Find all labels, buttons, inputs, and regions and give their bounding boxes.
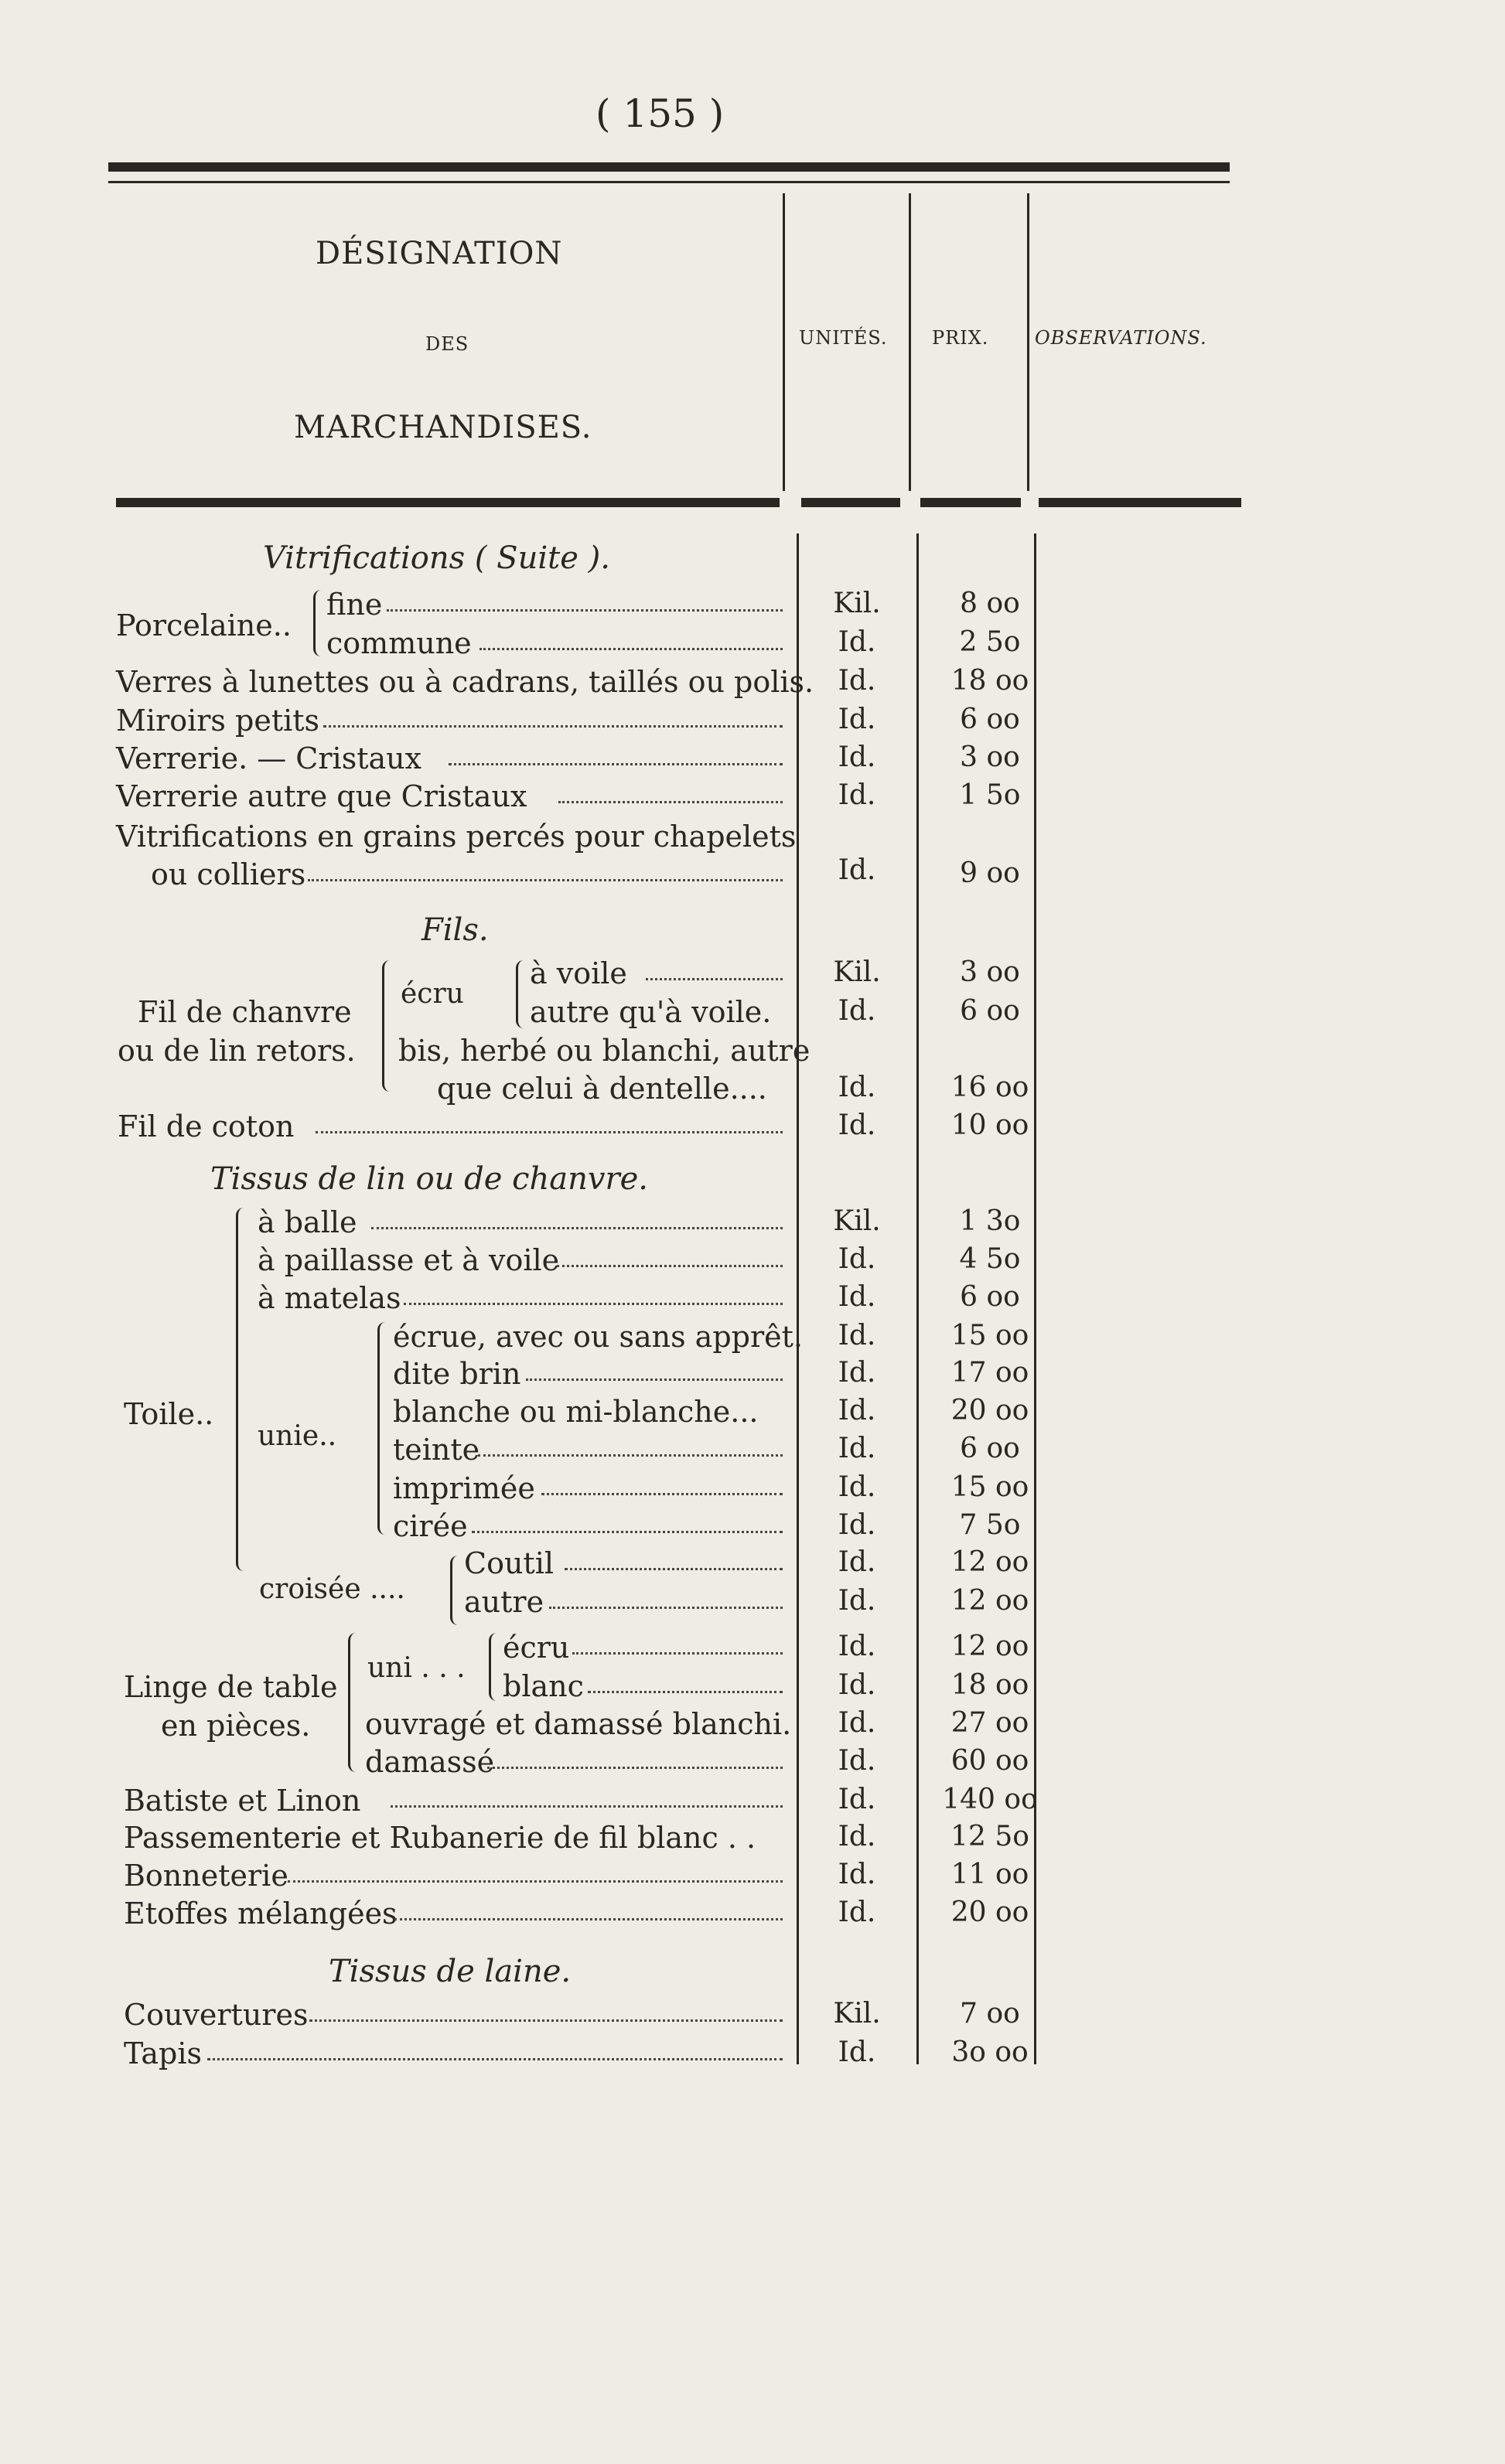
price-cell: 12 oo	[950, 1585, 1029, 1617]
price-cell: 140 oo	[942, 1784, 1038, 1815]
unit-cell: Id.	[838, 1072, 876, 1103]
unit-cell: Id.	[838, 704, 876, 735]
row-label: damassé	[365, 1745, 495, 1779]
group-toile: Toile..	[124, 1397, 214, 1431]
unit-cell: Id.	[838, 854, 876, 886]
brace-fil-chanvre	[382, 960, 394, 1092]
row-label: autre qu'à voile.	[530, 995, 772, 1029]
row-label: Passementerie et Rubanerie de fil blanc . .	[124, 1821, 756, 1855]
row-label: Tapis	[124, 2036, 203, 2070]
row-label: Fil de coton	[118, 1109, 295, 1143]
header-bottom-rule-2	[801, 498, 900, 507]
price-cell: 18 oo	[950, 665, 1029, 697]
unit-cell: Id.	[838, 1821, 876, 1852]
price-cell: 1 5o	[959, 779, 1021, 811]
brace-ecru	[516, 960, 526, 1028]
row-label: écru	[503, 1631, 570, 1665]
unit-cell: Kil.	[833, 1998, 881, 2029]
row-label: teinte	[393, 1433, 480, 1467]
price-cell: 11 oo	[950, 1859, 1029, 1890]
row-label: ou colliers	[151, 857, 306, 891]
leader-dots	[541, 1485, 783, 1495]
row-label: autre	[464, 1585, 544, 1619]
section-fils: Fils.	[421, 912, 489, 948]
price-cell: 27 oo	[950, 1707, 1029, 1739]
header-price: PRIX.	[932, 327, 989, 349]
top-rule-thin	[108, 181, 1230, 183]
price-cell: 17 oo	[950, 1357, 1029, 1389]
leader-dots	[387, 602, 783, 612]
price-cell: 15 oo	[950, 1320, 1029, 1351]
unit-cell: Id.	[838, 1585, 876, 1617]
price-cell: 7 oo	[960, 1998, 1020, 2029]
leader-dots	[394, 1910, 783, 1920]
group-unie: unie..	[258, 1420, 337, 1452]
price-cell: 12 5o	[950, 1821, 1029, 1852]
header-divider-2	[909, 193, 911, 491]
header-bottom-rule-1	[116, 498, 780, 507]
header-divider-1	[783, 193, 785, 491]
unit-cell: Id.	[838, 995, 876, 1027]
leader-dots	[549, 1599, 783, 1609]
unit-cell: Id.	[838, 1859, 876, 1890]
row-label: cirée	[393, 1509, 468, 1543]
row-label: fine	[326, 588, 383, 622]
group-fil-chanvre: Fil de chanvre	[138, 995, 352, 1029]
leader-dots	[557, 1257, 783, 1267]
price-cell: 3 oo	[960, 741, 1020, 773]
group-porcelaine: Porcelaine..	[116, 608, 292, 642]
price-cell: 20 oo	[950, 1897, 1029, 1928]
price-cell: 18 oo	[950, 1669, 1029, 1701]
unit-cell: Id.	[838, 1745, 876, 1777]
unit-cell: Id.	[838, 2036, 876, 2068]
row-label: Coutil	[464, 1546, 555, 1580]
row-label: Etoffes mélangées	[124, 1897, 398, 1931]
column-divider-price	[916, 533, 919, 2064]
group-linge: Linge de table	[124, 1670, 338, 1704]
price-cell: 16 oo	[950, 1072, 1029, 1103]
leader-dots	[588, 1683, 783, 1693]
unit-cell: Id.	[838, 1707, 876, 1739]
section-tissus-lin: Tissus de lin ou de chanvre.	[210, 1161, 649, 1197]
row-label: bis, herbé ou blanchi, autre	[398, 1034, 811, 1068]
row-label: Bonneterie	[124, 1859, 288, 1893]
row-label: que celui à dentelle....	[437, 1072, 767, 1106]
brace-toile	[236, 1208, 249, 1571]
price-cell: 60 oo	[950, 1745, 1029, 1777]
unit-cell: Id.	[838, 1320, 876, 1351]
unit-cell: Kil.	[833, 1205, 881, 1237]
price-cell: 6 oo	[960, 704, 1020, 735]
leader-dots	[572, 1644, 783, 1655]
row-label: imprimée	[393, 1471, 535, 1505]
unit-cell: Id.	[838, 741, 876, 773]
row-label: Verres à lunettes ou à cadrans, taillés ou polis.	[116, 665, 814, 699]
row-label: dite brin	[393, 1357, 521, 1391]
leader-dots	[308, 871, 783, 881]
unit-cell: Id.	[838, 1546, 876, 1578]
leader-dots	[565, 1560, 783, 1570]
leader-dots	[526, 1371, 783, 1381]
row-label: Batiste et Linon	[124, 1784, 361, 1818]
unit-cell: Id.	[838, 1784, 876, 1815]
group-uni: uni . . .	[367, 1652, 466, 1684]
row-label: écrue, avec ou sans apprêt.	[393, 1320, 803, 1354]
leader-dots	[479, 640, 783, 650]
header-units: UNITÉS.	[799, 327, 888, 349]
price-cell: 9 oo	[960, 857, 1020, 889]
leader-dots	[288, 1873, 783, 1883]
row-label: à matelas	[258, 1281, 401, 1315]
leader-dots	[646, 970, 783, 980]
unit-cell: Id.	[838, 1243, 876, 1275]
row-label: Miroirs petits	[116, 704, 320, 738]
page-number: ( 155 )	[596, 91, 725, 136]
header-designation: DÉSIGNATION	[316, 236, 563, 271]
unit-cell: Id.	[838, 1897, 876, 1928]
unit-cell: Id.	[838, 665, 876, 697]
section-vitrifications: Vitrifications ( Suite ).	[263, 540, 610, 576]
brace-unie	[377, 1322, 389, 1535]
unit-cell: Id.	[838, 1631, 876, 1662]
section-tissus-laine: Tissus de laine.	[329, 1954, 572, 1989]
row-label: ouvragé et damassé blanchi.	[365, 1707, 792, 1741]
row-label: à paillasse et à voile	[258, 1243, 560, 1277]
leader-dots	[472, 1523, 783, 1533]
top-rule-thick	[108, 162, 1230, 172]
group-croisee: croisée ....	[259, 1573, 405, 1605]
price-cell: 7 5o	[959, 1509, 1021, 1541]
brace-uni	[489, 1633, 499, 1701]
price-cell: 2 5o	[959, 626, 1021, 658]
price-cell: 6 oo	[960, 995, 1020, 1027]
unit-cell: Id.	[838, 626, 876, 658]
group-linge-2: en pièces.	[161, 1709, 311, 1743]
header-bottom-rule-4	[1039, 498, 1241, 507]
price-cell: 20 oo	[950, 1395, 1029, 1426]
price-cell: 10 oo	[950, 1109, 1029, 1141]
brace-porcelaine	[313, 590, 323, 656]
group-ecru: écru	[401, 978, 464, 1010]
leader-dots	[478, 1447, 783, 1457]
price-cell: 15 oo	[950, 1471, 1029, 1503]
group-fil-chanvre-2: ou de lin retors.	[118, 1034, 356, 1068]
row-label: Vitrifications en grains percés pour chapelets	[116, 820, 797, 854]
leader-dots	[487, 1759, 783, 1769]
price-cell: 4 5o	[959, 1243, 1021, 1275]
row-label: Couvertures	[124, 1998, 309, 2032]
unit-cell: Kil.	[833, 588, 881, 619]
row-label: Verrerie. — Cristaux	[116, 741, 422, 775]
unit-cell: Kil.	[833, 956, 881, 988]
header-observations: OBSERVATIONS.	[1035, 327, 1207, 349]
price-cell: 6 oo	[960, 1281, 1020, 1313]
brace-croisee	[450, 1556, 460, 1625]
header-divider-3	[1027, 193, 1029, 491]
row-label: commune	[326, 626, 472, 660]
leader-dots	[309, 2012, 783, 2022]
leader-dots	[323, 717, 783, 728]
leader-dots	[391, 1798, 783, 1808]
header-des: DES	[425, 333, 469, 355]
unit-cell: Id.	[838, 1395, 876, 1426]
row-label: blanche ou mi-blanche...	[393, 1395, 759, 1429]
price-cell: 1 3o	[959, 1205, 1021, 1237]
unit-cell: Id.	[838, 1433, 876, 1464]
row-label: à voile	[530, 956, 627, 990]
leader-dots	[449, 755, 783, 765]
price-cell: 12 oo	[950, 1631, 1029, 1662]
unit-cell: Id.	[838, 1357, 876, 1389]
row-label: à balle	[258, 1205, 357, 1239]
unit-cell: Id.	[838, 779, 876, 811]
price-cell: 12 oo	[950, 1546, 1029, 1578]
price-cell: 8 oo	[960, 588, 1020, 619]
leader-dots	[558, 793, 783, 803]
price-cell: 3 oo	[960, 956, 1020, 988]
unit-cell: Id.	[838, 1509, 876, 1541]
unit-cell: Id.	[838, 1471, 876, 1503]
leader-dots	[207, 2050, 783, 2060]
leader-dots	[316, 1123, 783, 1133]
unit-cell: Id.	[838, 1281, 876, 1313]
unit-cell: Id.	[838, 1109, 876, 1141]
header-marchandises: MARCHANDISES.	[294, 410, 592, 445]
row-label: Verrerie autre que Cristaux	[116, 779, 527, 813]
brace-linge	[348, 1633, 360, 1772]
unit-cell: Id.	[838, 1669, 876, 1701]
leader-dots	[404, 1295, 783, 1305]
row-label: blanc	[503, 1669, 584, 1703]
leader-dots	[371, 1219, 783, 1229]
header-bottom-rule-3	[920, 498, 1021, 507]
price-cell: 6 oo	[960, 1433, 1020, 1464]
price-cell: 3o oo	[951, 2036, 1029, 2068]
